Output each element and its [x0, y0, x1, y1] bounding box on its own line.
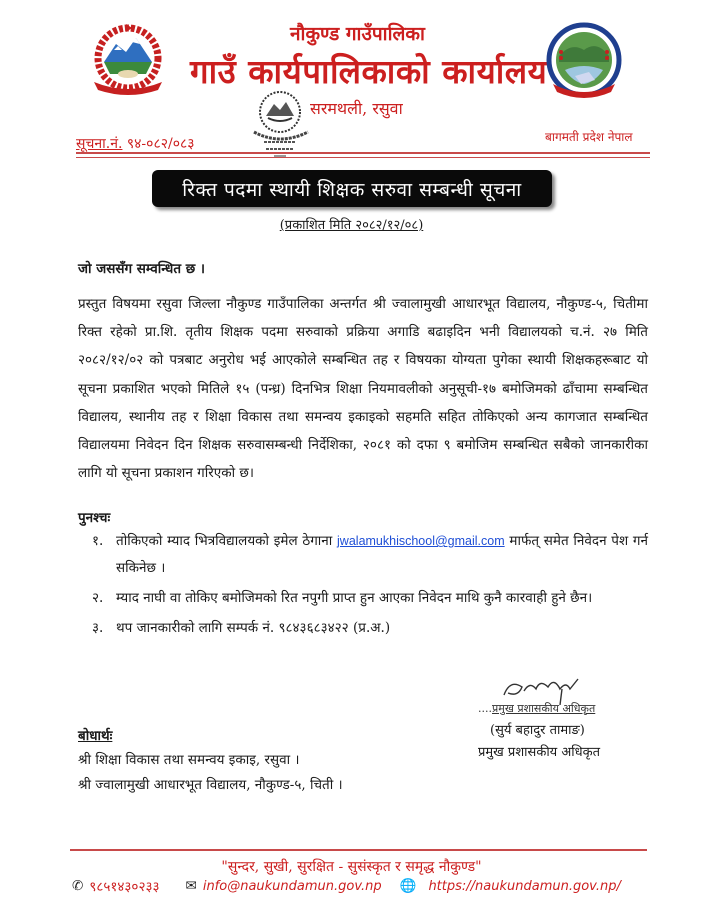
phone-icon: ✆ [72, 878, 84, 894]
postscript-text-after: मार्फत् समेत निवेदन पेश गर्न सकिनेछ । [116, 533, 648, 576]
postscript-text-before: तोकिएको म्याद भित्रविद्यालयको इमेल ठेगाना [116, 533, 338, 549]
published-date [0, 215, 703, 233]
header-divider-thin [76, 157, 650, 158]
postscript-item [92, 528, 648, 582]
notice-title: रिक्त पदमा स्थायी शिक्षक सरुवा सम्बन्धी सूचना [182, 178, 522, 201]
footer-website[interactable] [400, 878, 621, 894]
signatory-name: (सुर्य बहादुर तामाङ) [490, 723, 585, 738]
notice-number-label: सूचना.नं. [76, 136, 123, 152]
office-seal-icon [250, 88, 312, 158]
notice-number [76, 134, 195, 153]
signature-stamp-label: प्रमुख प्रशासकीय अधिकृत [492, 702, 596, 715]
footer-phone [72, 877, 160, 895]
notice-paragraph: प्रस्तुत विषयमा रसुवा जिल्ला नौकुण्ड गाउँपालिका अन्तर्गत श्री ज्वालामुखी आधारभूत विद्यालय, नौकुण्ड-५, चितीमा रिक्त रहेको प्रा.शि. तृतीय शिक्षक पदमा सरुवाको प्रक्रिया अगाडि बढाइदिन भनी विद्यालयको च.नं. २७ मिति २०८२/१२/०२ को पत्रबाट अनुरोध भई आएकोले सम्बन्धित तह र विषयका योग्यता पुगेका स्थायी शिक्षकहरूबाट यो सूचना प्रकाशित भएको मितिले १५ (पन्ध्र) दिनभित्र शिक्षा नियमावलीको अनुसूची-१७ बमोजिमको ढाँचामा सम्बन्धित विद्यालय, स्थानीय तह र शिक्षा विकास तथा समन्वय इकाइको सहमति सहित तोकिएको अन्य कागजात सम्बन्धित विद्यालयमा निवेदन दिन शिक्षक सरुवासम्बन्धी निर्देशिका, २०८१ को दफा ९ बमोजिम सम्बन्धित सबैको जानकारीका लागि यो सूचना प्रकाशन गरिएको छ। [78, 296, 648, 482]
municipality-name: नौकुण्ड गाउँपालिका [290, 23, 425, 45]
postscript-list [92, 528, 648, 642]
province-name: बागमती प्रदेश नेपाल [545, 130, 633, 144]
globe-icon: 🌐 [399, 878, 417, 894]
office-name: गाउँ कार्यपालिकाको कार्यालय [190, 52, 548, 91]
postscript-item-text [116, 528, 648, 582]
notice-number-value: ९४-०८२/०८३ [126, 136, 195, 152]
office-address: सरमथली, रसुवा [310, 99, 403, 118]
postscript-item [92, 585, 648, 612]
header-divider [76, 152, 650, 154]
signature-stamp-text: ....प्रमुख प्रशासकीय अधिकृत [478, 702, 596, 715]
footer-website-url[interactable]: https://naukundamun.gov.np/ [428, 878, 621, 894]
cc-recipient: श्री ज्वालामुखी आधारभूत विद्यालय, नौकुण्ड-५, चिती । [78, 777, 343, 793]
municipality-logo [545, 22, 623, 102]
signatory-designation: प्रमुख प्रशासकीय अधिकृत [478, 745, 601, 760]
footer-slogan: "सुन्दर, सुखी, सुरक्षित - सुसंस्कृत र समृद्ध नौकुण्ड" [221, 859, 482, 875]
footer-email-address[interactable]: info@naukundamun.gov.np [202, 878, 382, 894]
nepal-government-emblem [86, 22, 170, 98]
postscript-item-number: २. [92, 590, 104, 606]
postscript-item-text: म्याद नाघी वा तोकिए बमोजिमको रित नपुगी प्राप्त हुन आएका निवेदन माथि कुनै कारवाही हुने छैन। [116, 590, 593, 606]
school-email-link[interactable]: jwalamukhischool@gmail.com [337, 534, 505, 548]
footer-email[interactable] [186, 878, 382, 894]
cc-recipient: श्री शिक्षा विकास तथा समन्वय इकाइ, रसुवा । [78, 752, 300, 768]
notice-title-banner [152, 170, 552, 207]
footer-phone-number: ९८५१४३०२३३ [89, 879, 160, 895]
mail-icon: ✉ [185, 878, 197, 894]
footer-divider [70, 849, 647, 851]
postscript-item [92, 615, 648, 642]
footer-contacts [72, 877, 652, 895]
cc-label: बोधार्थः [78, 728, 113, 744]
cc-list [78, 748, 343, 798]
postscript-item-number: ३. [92, 620, 104, 636]
postscript-item-text: थप जानकारीको लागि सम्पर्क नं. ९८४३६८३४२२ (प्र.अ.) [116, 620, 391, 636]
postscript-label: पुनश्चः [78, 510, 111, 526]
salutation: जो जससँग सम्वन्धित छ । [78, 261, 206, 277]
postscript-item-number: १. [92, 533, 104, 549]
published-date-text: (प्रकाशित मिति २०८२/१२/०८) [279, 218, 424, 233]
